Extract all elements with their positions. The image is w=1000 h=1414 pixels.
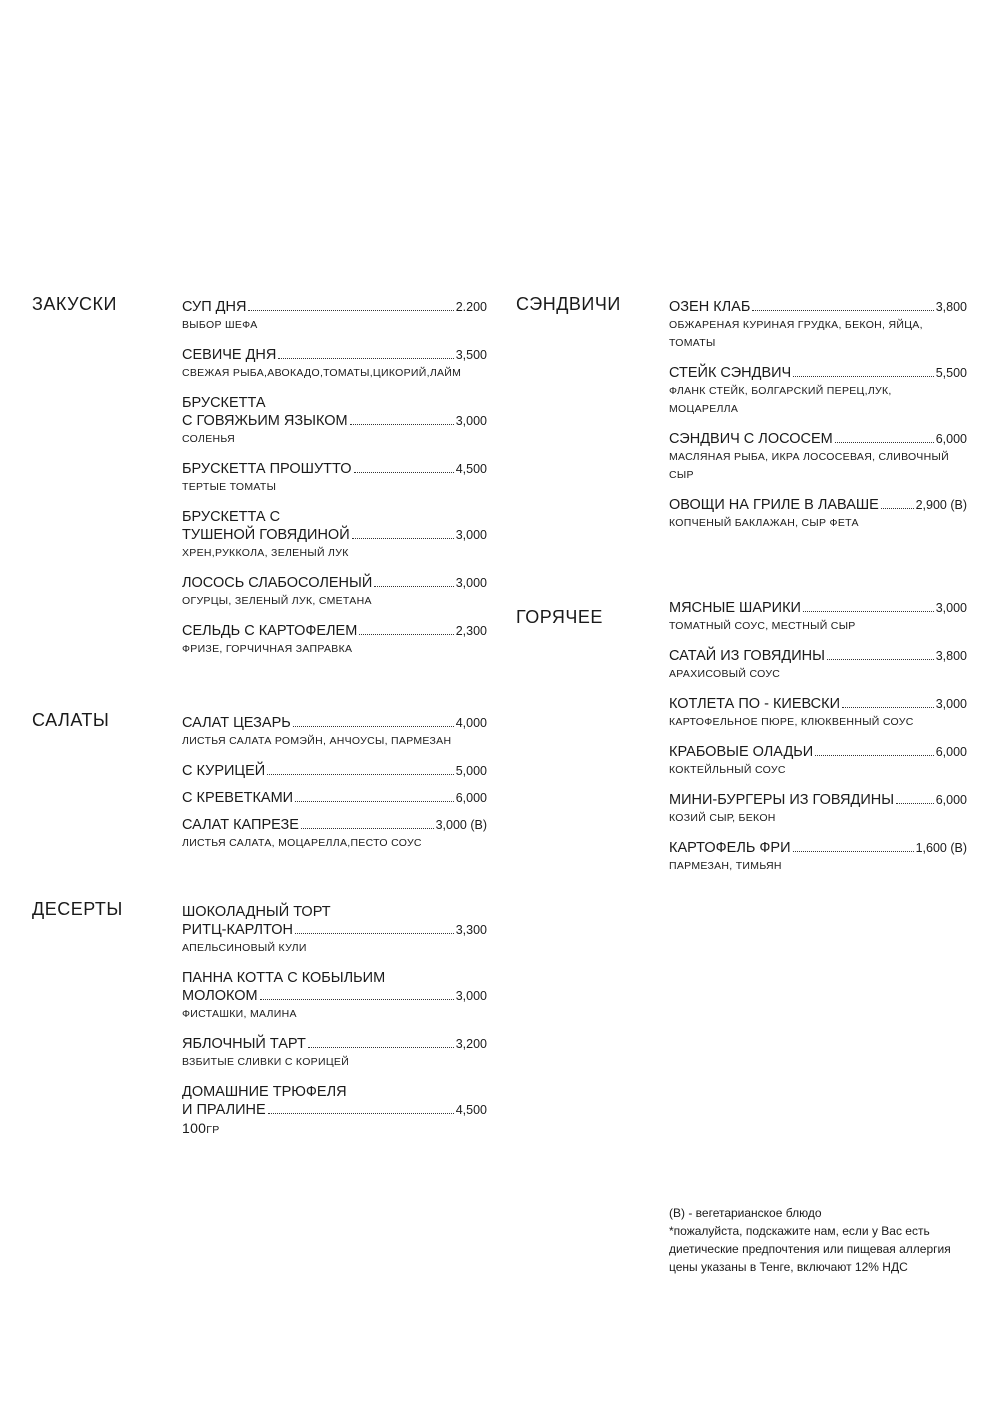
menu-item [182,816,487,852]
leader-dots [896,803,934,804]
item-price: 3,000 [455,989,487,1003]
item-description: ТОМАТНЫЙ СОУС, МЕСТНЫЙ СЫР [669,620,856,632]
vegetarian-note: (В) - вегетарианское блюдо [669,1206,822,1220]
item-price: 3,300 [455,923,487,937]
item-price: 5,000 [455,764,487,778]
item-name: САТАЙ ИЗ ГОВЯДИНЫ [669,648,825,664]
item-description: ФЛАНК СТЕЙК, БОЛГАРСКИЙ ПЕРЕЦ,ЛУК, [669,385,892,397]
item-description: МАСЛЯНАЯ РЫБА, ИКРА ЛОСОСЕВАЯ, СЛИВОЧНЫЙ [669,451,949,463]
item-description: ОБЖАРЕНАЯ КУРИНАЯ ГРУДКА, БЕКОН, ЯЙЦА, [669,319,923,331]
item-description: ХРЕН,РУККОЛА, ЗЕЛЕНЫЙ ЛУК [182,547,349,559]
item-description: СОЛЕНЬЯ [182,433,235,445]
menu-item [182,394,487,448]
item-price: 3,000 [455,414,487,428]
section-title-hot: ГОРЯЧЕЕ [516,607,603,627]
leader-dots [354,472,454,473]
menu-item [182,714,487,750]
item-price: 5,500 [935,366,967,380]
item-name: МИНИ-БУРГЕРЫ ИЗ ГОВЯДИНЫ [669,792,895,808]
menu-item [182,346,487,382]
leader-dots [793,851,914,852]
zakuski-list [182,298,487,670]
menu-item [182,508,487,562]
item-description: ОГУРЦЫ, ЗЕЛЕНЫЙ ЛУК, СМЕТАНА [182,595,372,607]
item-price: 4,500 [455,1103,487,1117]
item-name: РИТЦ-КАРЛТОН [182,922,293,938]
item-name-line1: ПАННА КОТТА С КОБЫЛЬИМ [182,970,386,986]
menu-item [669,647,967,683]
leader-dots [301,828,434,829]
item-description: ВЗБИТЫЕ СЛИВКИ С КОРИЦЕЙ [182,1056,350,1068]
menu-item [182,789,487,807]
leader-dots [278,358,453,359]
item-name-line1: ДОМАШНИЕ ТРЮФЕЛЯ [182,1084,347,1100]
item-description: КАРТОФЕЛЬНОЕ ПЮРЕ, КЛЮКВЕННЫЙ СОУС [669,716,914,728]
section-title-deserty: ДЕСЕРТЫ [32,899,123,919]
item-price: 3,800 [935,300,967,314]
leader-dots [350,424,454,425]
tax-note: цены указаны в Тенге, включают 12% НДС [669,1260,908,1274]
item-description: ВЫБОР ШЕФА [182,319,258,331]
allergy-note: *пожалуйста, подскажите нам, если у Вас есть диетические предпочтения или пищевая аллергия [669,1224,951,1256]
menu-item [182,460,487,496]
menu-item [182,298,487,334]
menu-item [669,839,967,875]
item-price: 6,000 [455,791,487,805]
item-price: 3,000 [935,697,967,711]
item-name: ТУШЕНОЙ ГОВЯДИНОЙ [182,527,350,543]
item-name-line1: БРУСКЕТТА С [182,509,281,525]
item-description: ПАРМЕЗАН, ТИМЬЯН [669,860,782,872]
item-name: КОТЛЕТА ПО - КИЕВСКИ [669,696,841,712]
item-price: 3,800 [935,649,967,663]
item-description [182,1120,487,1139]
item-name: С КРЕВЕТКАМИ [182,790,294,806]
item-description: КОКТЕЙЛЬНЫЙ СОУС [669,764,786,776]
leader-dots [842,707,934,708]
item-price: 2.200 [455,300,487,314]
leader-dots [374,586,453,587]
menu-item [182,1083,487,1139]
item-name: ОВОЩИ НА ГРИЛЕ В ЛАВАШЕ [669,497,879,513]
item-price: 1,600 (В) [915,841,967,855]
item-price: 6,000 [935,745,967,759]
section-title-salaty: САЛАТЫ [32,710,110,730]
item-description: ФРИЗЕ, ГОРЧИЧНАЯ ЗАПРАВКА [182,643,353,655]
menu-item [182,762,487,780]
menu-item [182,1035,487,1071]
item-name: С ГОВЯЖЬИМ ЯЗЫКОМ [182,413,348,429]
item-price: 3,000 (В) [435,818,487,832]
item-name: МЯСНЫЕ ШАРИКИ [669,600,801,616]
item-description: ТЕРТЫЕ ТОМАТЫ [182,481,277,493]
leader-dots [352,538,454,539]
item-name: СЭНДВИЧ С ЛОСОСЕМ [669,431,833,447]
menu-item [669,695,967,731]
item-name: ЛОСОСЬ СЛАБОСОЛЕНЫЙ [182,575,373,591]
leader-dots [803,611,934,612]
menu-item [182,969,487,1023]
section-title-zakuski: ЗАКУСКИ [32,294,117,314]
item-name: МОЛОКОМ [182,988,258,1004]
item-price: 4,500 [455,462,487,476]
item-price: 3,000 [935,601,967,615]
item-description-cont: МОЦАРЕЛЛА [669,403,739,415]
item-description: ФИСТАШКИ, МАЛИНА [182,1008,297,1020]
section-title-sandwiches: СЭНДВИЧИ [516,294,621,314]
leader-dots [835,442,934,443]
item-price: 6,000 [935,432,967,446]
item-name: СУП ДНЯ [182,299,247,315]
leader-dots [293,726,454,727]
menu-item [182,574,487,610]
item-name: САЛАТ КАПРЕЗЕ [182,817,299,833]
item-description: АРАХИСОВЫЙ СОУС [669,668,781,680]
leader-dots [295,801,454,802]
item-price: 2,300 [455,624,487,638]
menu-item [182,903,487,957]
leader-dots [308,1047,454,1048]
leader-dots [793,376,934,377]
item-name: САЛАТ ЦЕЗАРЬ [182,715,291,731]
item-description-cont: СЫР [669,469,694,481]
item-name: БРУСКЕТТА ПРОШУТТО [182,461,352,477]
item-description: КОПЧЕНЫЙ БАКЛАЖАН, СЫР ФЕТА [669,517,859,529]
menu-item [182,622,487,658]
menu-item [669,364,967,418]
item-description: ЛИСТЬЯ САЛАТА, МОЦАРЕЛЛА,ПЕСТО СОУС [182,837,422,849]
sandwiches-list [669,298,967,544]
leader-dots [268,1113,454,1114]
menu-item [669,496,967,532]
leader-dots [359,634,453,635]
hot-list [669,599,967,887]
item-name-line1: ШОКОЛАДНЫЙ ТОРТ [182,904,331,920]
leader-dots [815,755,934,756]
item-price: 3,000 [455,576,487,590]
item-name: КРАБОВЫЕ ОЛАДЬИ [669,744,814,760]
item-name: С КУРИЦЕЙ [182,763,266,779]
item-name: СЕЛЬДЬ С КАРТОФЕЛЕМ [182,623,358,639]
item-price: 3,500 [455,348,487,362]
item-price: 3,200 [455,1037,487,1051]
item-price: 6,000 [935,793,967,807]
menu-item [669,599,967,635]
item-name: СТЕЙК СЭНДВИЧ [669,365,792,381]
leader-dots [248,310,453,311]
leader-dots [827,659,934,660]
item-price: 2,900 (В) [915,498,967,512]
item-weight: 100 [182,1120,207,1136]
item-name: И ПРАЛИНЕ [182,1102,266,1118]
item-weight-unit: ГР [206,1124,220,1136]
item-description: ЛИСТЬЯ САЛАТА РОМЭЙН, АНЧОУСЫ, ПАРМЕЗАН [182,735,452,747]
menu-item [669,791,967,827]
leader-dots [260,999,454,1000]
item-name: КАРТОФЕЛЬ ФРИ [669,840,791,856]
item-name: ЯБЛОЧНЫЙ ТАРТ [182,1036,306,1052]
deserty-list [182,903,487,1151]
leader-dots [267,774,453,775]
menu-item [669,298,967,352]
item-description: КОЗИЙ СЫР, БЕКОН [669,812,776,824]
item-description-cont: ТОМАТЫ [669,337,716,349]
item-name: ОЗЕН КЛАБ [669,299,751,315]
item-description: АПЕЛЬСИНОВЫЙ КУЛИ [182,942,307,954]
item-price: 4,000 [455,716,487,730]
item-description: СВЕЖАЯ РЫБА,АВОКАДО,ТОМАТЫ,ЦИКОРИЙ,ЛАЙМ [182,367,462,379]
footer-notes [669,1204,969,1276]
item-price: 3,000 [455,528,487,542]
salaty-list [182,714,487,864]
leader-dots [752,310,933,311]
item-name: СЕВИЧЕ ДНЯ [182,347,277,363]
leader-dots [295,933,454,934]
menu-item [669,743,967,779]
item-name-line1: БРУСКЕТТА [182,395,266,411]
menu-item [669,430,967,484]
leader-dots [881,508,914,509]
